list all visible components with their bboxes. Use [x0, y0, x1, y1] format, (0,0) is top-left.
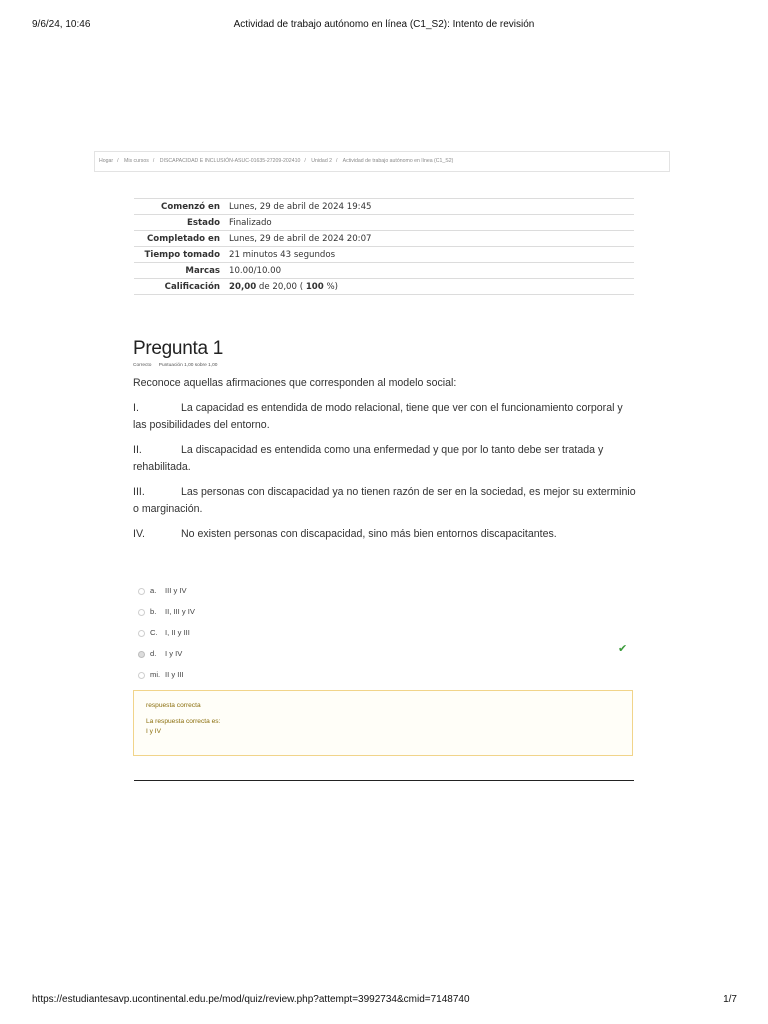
statement-item: IV. No existen personas con discapacidad, sino más bien entornos discapacitantes. — [133, 528, 557, 540]
question-text — [133, 375, 638, 551]
feedback-correct-label: La respuesta correcta es: — [146, 718, 221, 725]
question-divider — [134, 780, 634, 781]
question-prompt: Reconoce aquellas afirmaciones que corresponden al modelo social: — [133, 377, 457, 389]
summary-value: 21 minutos 43 segundos — [229, 249, 336, 260]
statement-item: II. La discapacidad es entendida como una enfermedad y que por lo tanto debe ser tratada y rehabilitada. — [133, 444, 604, 473]
statement-item: III. Las personas con discapacidad ya no tienen razón de ser en la sociedad, es mejor su exterminio o marginación. — [133, 486, 636, 515]
summary-value: Lunes, 29 de abril de 2024 19:45 — [229, 201, 372, 212]
summary-label: Calificación — [164, 281, 220, 292]
summary-row-marks — [134, 263, 634, 279]
summary-value: 10.00/10.00 — [229, 265, 282, 276]
question-status: Correcto — [133, 363, 152, 368]
summary-row-time-taken — [134, 247, 634, 263]
attempt-summary-table — [134, 198, 634, 295]
feedback-result: respuesta correcta — [146, 702, 201, 709]
print-title: Actividad de trabajo autónomo en línea (C1_S2): Intento de revisión — [233, 19, 535, 30]
answer-option-c[interactable]: C. I, II y III — [138, 626, 638, 647]
summary-label: Estado — [187, 217, 220, 228]
radio-button-selected[interactable] — [138, 651, 145, 658]
question-points: Puntuación 1,00 sobre 1,00 — [158, 363, 218, 368]
print-header — [0, 19, 768, 33]
statement-item: I. La capacidad es entendida de modo relacional, tiene que ver con el funcionamiento corporal y las posibilidades del entorno. — [133, 402, 623, 431]
question-info — [133, 363, 223, 368]
summary-value: Finalizado — [229, 217, 272, 228]
radio-button[interactable] — [138, 630, 145, 637]
summary-label: Tiempo tomado — [144, 249, 220, 260]
summary-value: Lunes, 29 de abril de 2024 20:07 — [229, 233, 372, 244]
breadcrumb: Hogar / Mis cursos / DISCAPACIDAD E INCLUSIÓN-ASUC-01635-27209-202410 / Unidad 2 / Actividad de trabajo autónomo en línea (C1_S2) — [94, 151, 670, 172]
grade-percent: 100 — [305, 281, 324, 292]
radio-button[interactable] — [138, 672, 145, 679]
summary-label: Completado en — [147, 233, 220, 244]
feedback-correct-answer: I y IV — [146, 728, 162, 735]
summary-label: Comenzó en — [161, 201, 220, 212]
answer-option-a[interactable]: a. III y IV — [138, 584, 638, 605]
print-url: https://estudiantesavp.ucontinental.edu.pe/mod/quiz/review.php?attempt=3992734&cmid=7148740 — [32, 994, 470, 1005]
radio-button[interactable] — [138, 609, 145, 616]
breadcrumb-my-courses[interactable]: Mis cursos — [124, 158, 149, 164]
print-footer — [0, 994, 768, 1008]
question-title: Pregunta 1 — [133, 338, 223, 359]
summary-grade-value: 20,00 de 20,00 ( 100 %) — [229, 281, 339, 292]
breadcrumb-course[interactable]: DISCAPACIDAD E INCLUSIÓN-ASUC-01635-27209-202410 — [159, 158, 301, 164]
summary-row-completed — [134, 231, 634, 247]
answer-option-b[interactable]: b. II, III y IV — [138, 605, 638, 626]
summary-row-started — [134, 199, 634, 215]
breadcrumb-unit[interactable]: Unidad 2 — [311, 158, 333, 164]
breadcrumb-activity[interactable]: Actividad de trabajo autónomo en línea (C1_S2) — [342, 158, 454, 164]
summary-label: Marcas — [185, 265, 220, 276]
feedback-box — [133, 690, 633, 756]
answer-options — [138, 584, 638, 689]
print-datetime: 9/6/24, 10:46 — [32, 19, 91, 30]
answer-option-e[interactable]: mi. II y III — [138, 668, 638, 689]
summary-row-grade — [134, 279, 634, 295]
breadcrumb-home[interactable]: Hogar — [99, 158, 114, 164]
answer-option-d[interactable]: d. I y IV ✔ — [138, 647, 638, 668]
radio-button[interactable] — [138, 588, 145, 595]
grade-score: 20,00 — [229, 281, 257, 292]
checkmark-icon: ✔ — [618, 643, 628, 655]
summary-row-state — [134, 215, 634, 231]
print-page-number: 1/7 — [723, 994, 737, 1005]
